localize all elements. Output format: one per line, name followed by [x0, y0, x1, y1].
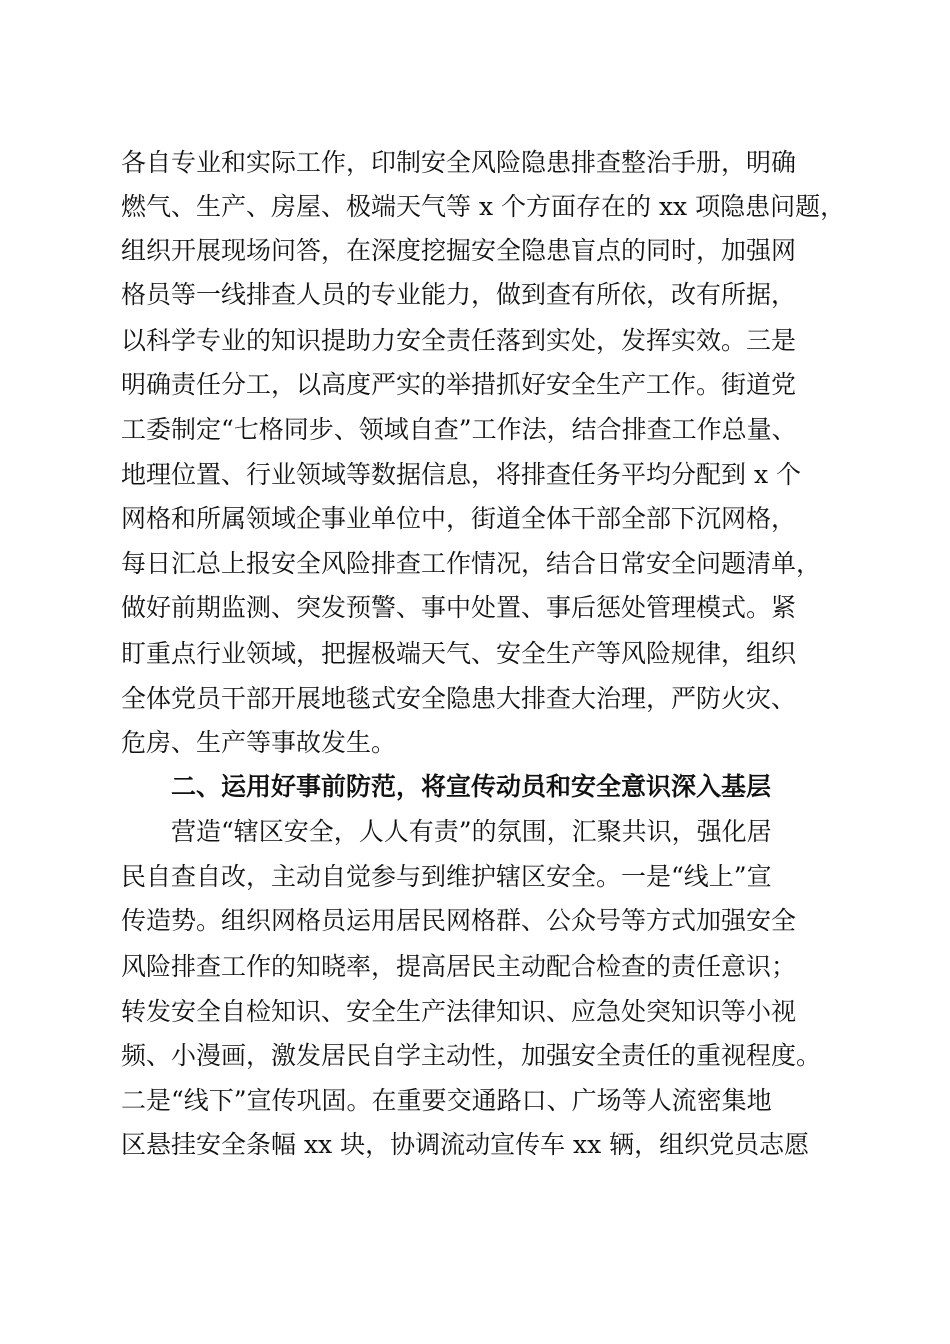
text-line: 以科学专业的知识提助力安全责任落到实处，发挥实效。三是 [121, 326, 797, 355]
text-line: 每日汇总上报安全风险排查工作情况，结合日常安全问题清单， [121, 549, 822, 578]
text-line: 盯重点行业领域，把握极端天气、安全生产等风险规律，组织 [121, 639, 797, 668]
text-line: 明确责任分工，以高度严实的举措抓好安全生产工作。街道党 [121, 370, 797, 399]
text-line: 转发安全自检知识、安全生产法律知识、应急处突知识等小视 [121, 997, 797, 1026]
text-line: 风险排查工作的知晓率，提高居民主动配合检查的责任意识； [121, 952, 797, 981]
text-line: 频、小漫画，激发居民自学主动性，加强安全责任的重视程度。 [121, 1041, 822, 1070]
text-line: 地理位置、行业领域等数据信息，将排查任务平均分配到 x 个 [121, 460, 801, 489]
text-line: 做好前期监测、突发预警、事中处置、事后惩处管理模式。紧 [121, 593, 797, 622]
text-line: 燃气、生产、房屋、极端天气等 x 个方面存在的 xx 项隐患问题， [121, 192, 846, 221]
text-line: 传造势。组织网格员运用居民网格群、公众号等方式加强安全 [121, 906, 797, 935]
text-line: 民自查自改，主动自觉参与到维护辖区安全。一是“线上”宣 [121, 862, 772, 891]
text-line: 格员等一线排查人员的专业能力，做到查有所依，改有所据， [121, 280, 797, 309]
text-line: 区悬挂安全条幅 xx 块，协调流动宣传车 xx 辆，组织党员志愿 [121, 1130, 810, 1159]
text-line: 营造“辖区安全，人人有责”的氛围，汇聚共识，强化居 [171, 817, 772, 846]
text-line: 二是“线下”宣传巩固。在重要交通路口、广场等人流密集地 [121, 1086, 772, 1115]
text-line: 组织开展现场问答，在深度挖掘安全隐患盲点的同时，加强网 [121, 236, 797, 265]
text-line: 各自专业和实际工作，印制安全风险隐患排查整治手册，明确 [121, 148, 797, 177]
text-line: 网格和所属领域企事业单位中，街道全体干部全部下沉网格， [121, 504, 797, 533]
text-line: 危房、生产等事故发生。 [121, 728, 397, 757]
section-heading: 二、运用好事前防范，将宣传动员和安全意识深入基层 [171, 772, 772, 801]
text-line: 工委制定“七格同步、领域自查”工作法，结合排查工作总量、 [121, 415, 797, 444]
text-line: 全体党员干部开展地毯式安全隐患大排查大治理，严防火灾、 [121, 684, 797, 713]
